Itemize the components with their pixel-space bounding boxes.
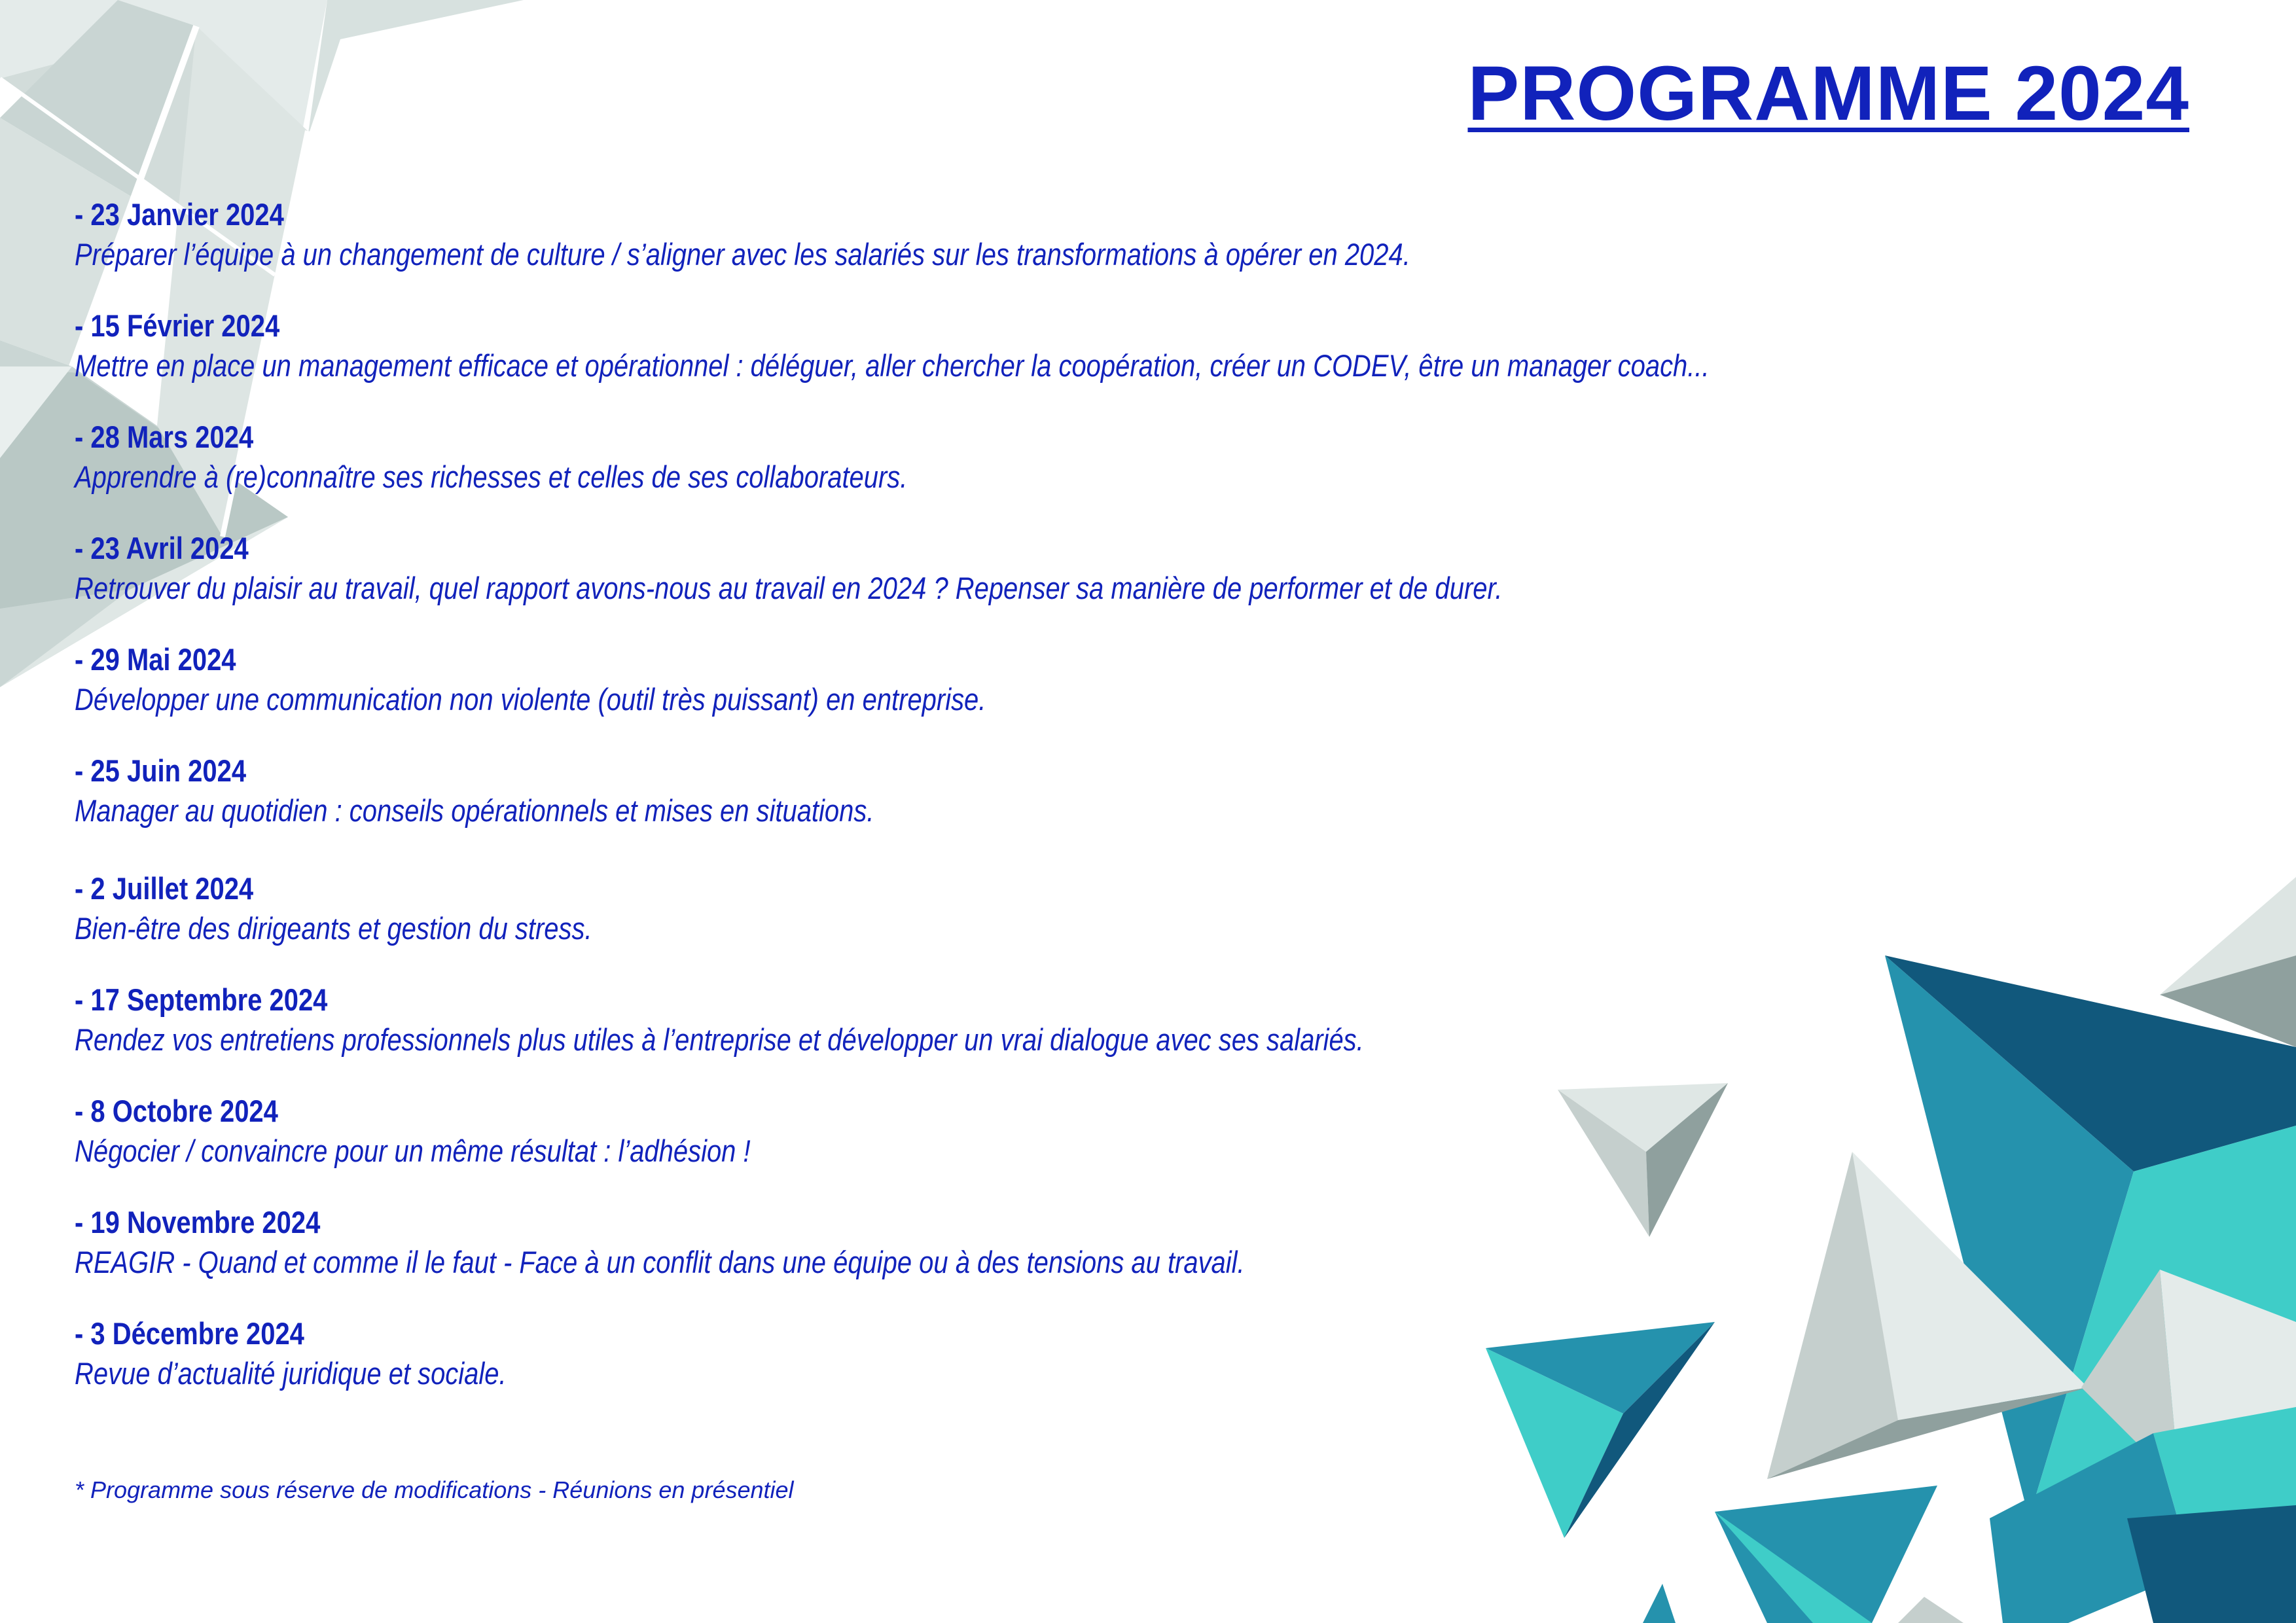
entry-date: - 28 Mars 2024 <box>75 419 254 454</box>
entry-description: Retrouver du plaisir au travail, quel rapport avons-nous au travail en 2024 ? Repenser sa manière de performer et de durer. <box>75 571 1503 605</box>
entry-date: - 23 Avril 2024 <box>75 531 249 565</box>
program-entry <box>75 1313 1842 1424</box>
entry-date: - 19 Novembre 2024 <box>75 1205 321 1240</box>
entry-description: Bien-être des dirigeants et gestion du stress. <box>75 911 592 946</box>
program-list <box>75 194 1842 1424</box>
entry-description: Mettre en place un management efficace et opérationnel : déléguer, aller chercher la coopération, créer un CODEV, être un manager coach... <box>75 348 1710 383</box>
footnote: * Programme sous réserve de modifications - Réunions en présentiel <box>75 1476 794 1503</box>
entry-description: Revue d’actualité juridique et sociale. <box>75 1356 507 1391</box>
program-entry <box>75 194 1842 305</box>
program-entry <box>75 527 1842 639</box>
page-title: PROGRAMME 2024 <box>1467 50 2189 137</box>
program-entry <box>75 305 1842 416</box>
program-entry <box>75 1090 1842 1202</box>
entry-date: - 29 Mai 2024 <box>75 642 236 677</box>
entry-date: - 25 Juin 2024 <box>75 753 247 788</box>
entry-date: - 15 Février 2024 <box>75 308 280 343</box>
entry-date: - 3 Décembre 2024 <box>75 1316 304 1351</box>
program-entry <box>75 979 1842 1090</box>
program-entry <box>75 1202 1842 1313</box>
program-entry <box>75 416 1842 527</box>
entry-date: - 2 Juillet 2024 <box>75 871 254 906</box>
entry-date: - 8 Octobre 2024 <box>75 1094 278 1128</box>
entry-description: Préparer l’équipe à un changement de culture / s’aligner avec les salariés sur les transformations à opérer en 2024. <box>75 237 1410 272</box>
entry-description: Développer une communication non violente (outil très puissant) en entreprise. <box>75 682 986 717</box>
program-entry <box>75 750 1842 861</box>
entry-description: Manager au quotidien : conseils opérationnels et mises en situations. <box>75 793 874 828</box>
program-entry <box>75 639 1842 750</box>
entry-description: Rendez vos entretiens professionnels plus utiles à l’entreprise et développer un vrai dialogue avec ses salariés. <box>75 1022 1364 1057</box>
program-entry <box>75 868 1842 979</box>
entry-description: REAGIR - Quand et comme il le faut - Face à un conflit dans une équipe ou à des tensions au travail. <box>75 1245 1245 1279</box>
entry-description: Apprendre à (re)connaître ses richesses et celles de ses collaborateurs. <box>75 459 908 494</box>
entry-date: - 23 Janvier 2024 <box>75 197 284 232</box>
entry-date: - 17 Septembre 2024 <box>75 982 328 1017</box>
entry-description: Négocier / convaincre pour un même résultat : l’adhésion ! <box>75 1133 751 1168</box>
